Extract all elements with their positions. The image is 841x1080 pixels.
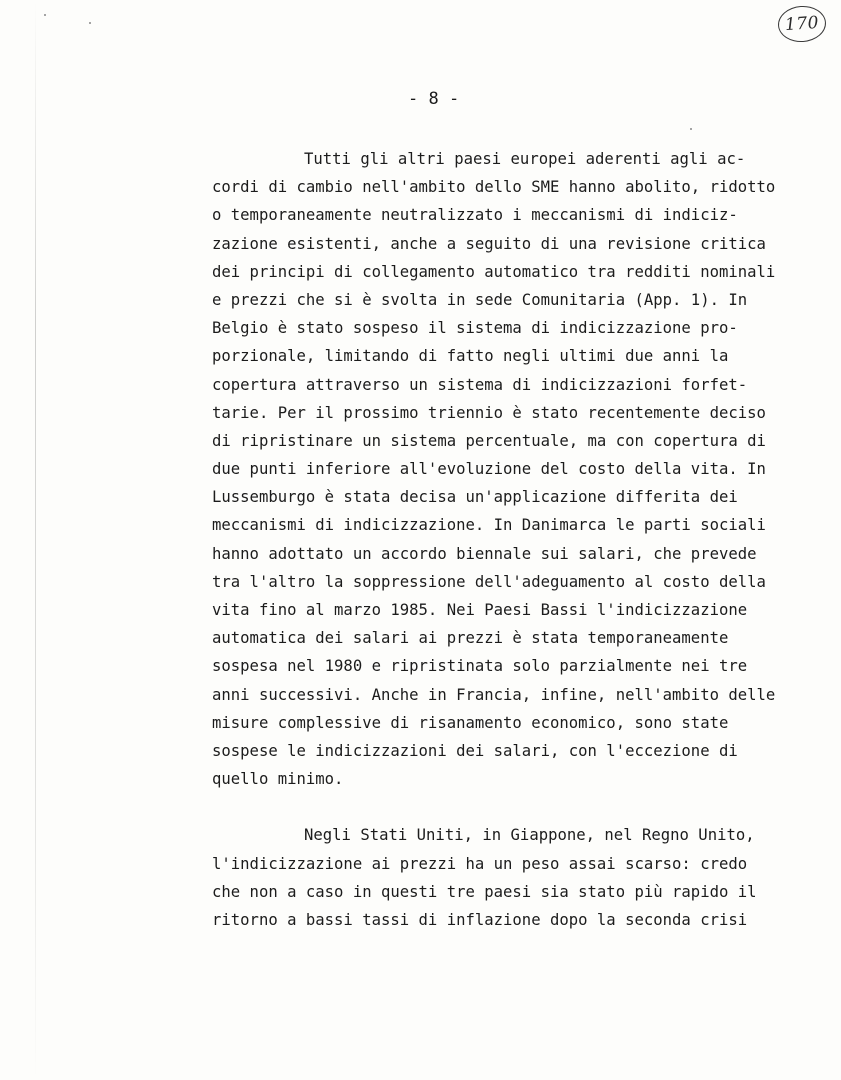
scan-speck: [690, 128, 692, 130]
text-line: che non a caso in questi tre paesi sia stato più rapido il: [212, 882, 757, 901]
text-line: anni successivi. Anche in Francia, infine, nell'ambito delle: [212, 685, 776, 704]
text-line: tarie. Per il prossimo triennio è stato recentemente deciso: [212, 403, 766, 422]
document-body: [212, 145, 812, 934]
text-line: dei principi di collegamento automatico tra redditi nominali: [212, 262, 776, 281]
archive-number-stamp: 170: [777, 4, 827, 43]
scan-speck: [89, 22, 91, 24]
text-line: copertura attraverso un sistema di indicizzazioni forfet-: [212, 375, 748, 394]
text-line: sospesa nel 1980 e ripristinata solo parzialmente nei tre: [212, 657, 748, 676]
text-line: due punti inferiore all'evoluzione del costo della vita. In: [212, 460, 766, 479]
text-line: cordi di cambio nell'ambito dello SME hanno abolito, ridotto: [212, 178, 776, 197]
text-line: quello minimo.: [212, 770, 344, 789]
text-line: Belgio è stato sospeso il sistema di indicizzazione pro-: [212, 319, 738, 338]
text-line: meccanismi di indicizzazione. In Danimarca le parti sociali: [212, 516, 766, 535]
scan-speck: [44, 14, 46, 16]
text-line: porzionale, limitando di fatto negli ultimi due anni la: [212, 347, 729, 366]
text-line: automatica dei salari ai prezzi è stata temporaneamente: [212, 629, 729, 648]
text-line: tra l'altro la soppressione dell'adeguamento al costo della: [212, 572, 766, 591]
text-line: di ripristinare un sistema percentuale, ma con copertura di: [212, 431, 766, 450]
text-line: sospese le indicizzazioni dei salari, con l'eccezione di: [212, 741, 738, 760]
text-line: Negli Stati Uniti, in Giappone, nel Regno Unito,: [304, 826, 755, 845]
text-line: zazione esistenti, anche a seguito di una revisione critica: [212, 234, 766, 253]
text-line: misure complessive di risanamento economico, sono state: [212, 713, 729, 732]
text-line: Lussemburgo è stata decisa un'applicazione differita dei: [212, 488, 738, 507]
text-line: vita fino al marzo 1985. Nei Paesi Bassi l'indicizzazione: [212, 601, 748, 619]
scan-edge-line: [35, 0, 36, 1080]
paragraph-gap: [212, 793, 812, 821]
text-line: ritorno a bassi tassi di inflazione dopo la seconda crisi: [212, 910, 748, 929]
text-line: e prezzi che si è svolta in sede Comunitaria (App. 1). In: [212, 290, 748, 309]
text-line: l'indicizzazione ai prezzi ha un peso assai scarso: credo: [212, 854, 748, 873]
text-line: Tutti gli altri paesi europei aderenti agli ac-: [304, 150, 746, 168]
page-number: - 8 -: [408, 89, 460, 109]
text-line: o temporaneamente neutralizzato i meccanismi di indiciz-: [212, 206, 738, 225]
text-line: hanno adottato un accordo biennale sui salari, che prevede: [212, 544, 757, 563]
